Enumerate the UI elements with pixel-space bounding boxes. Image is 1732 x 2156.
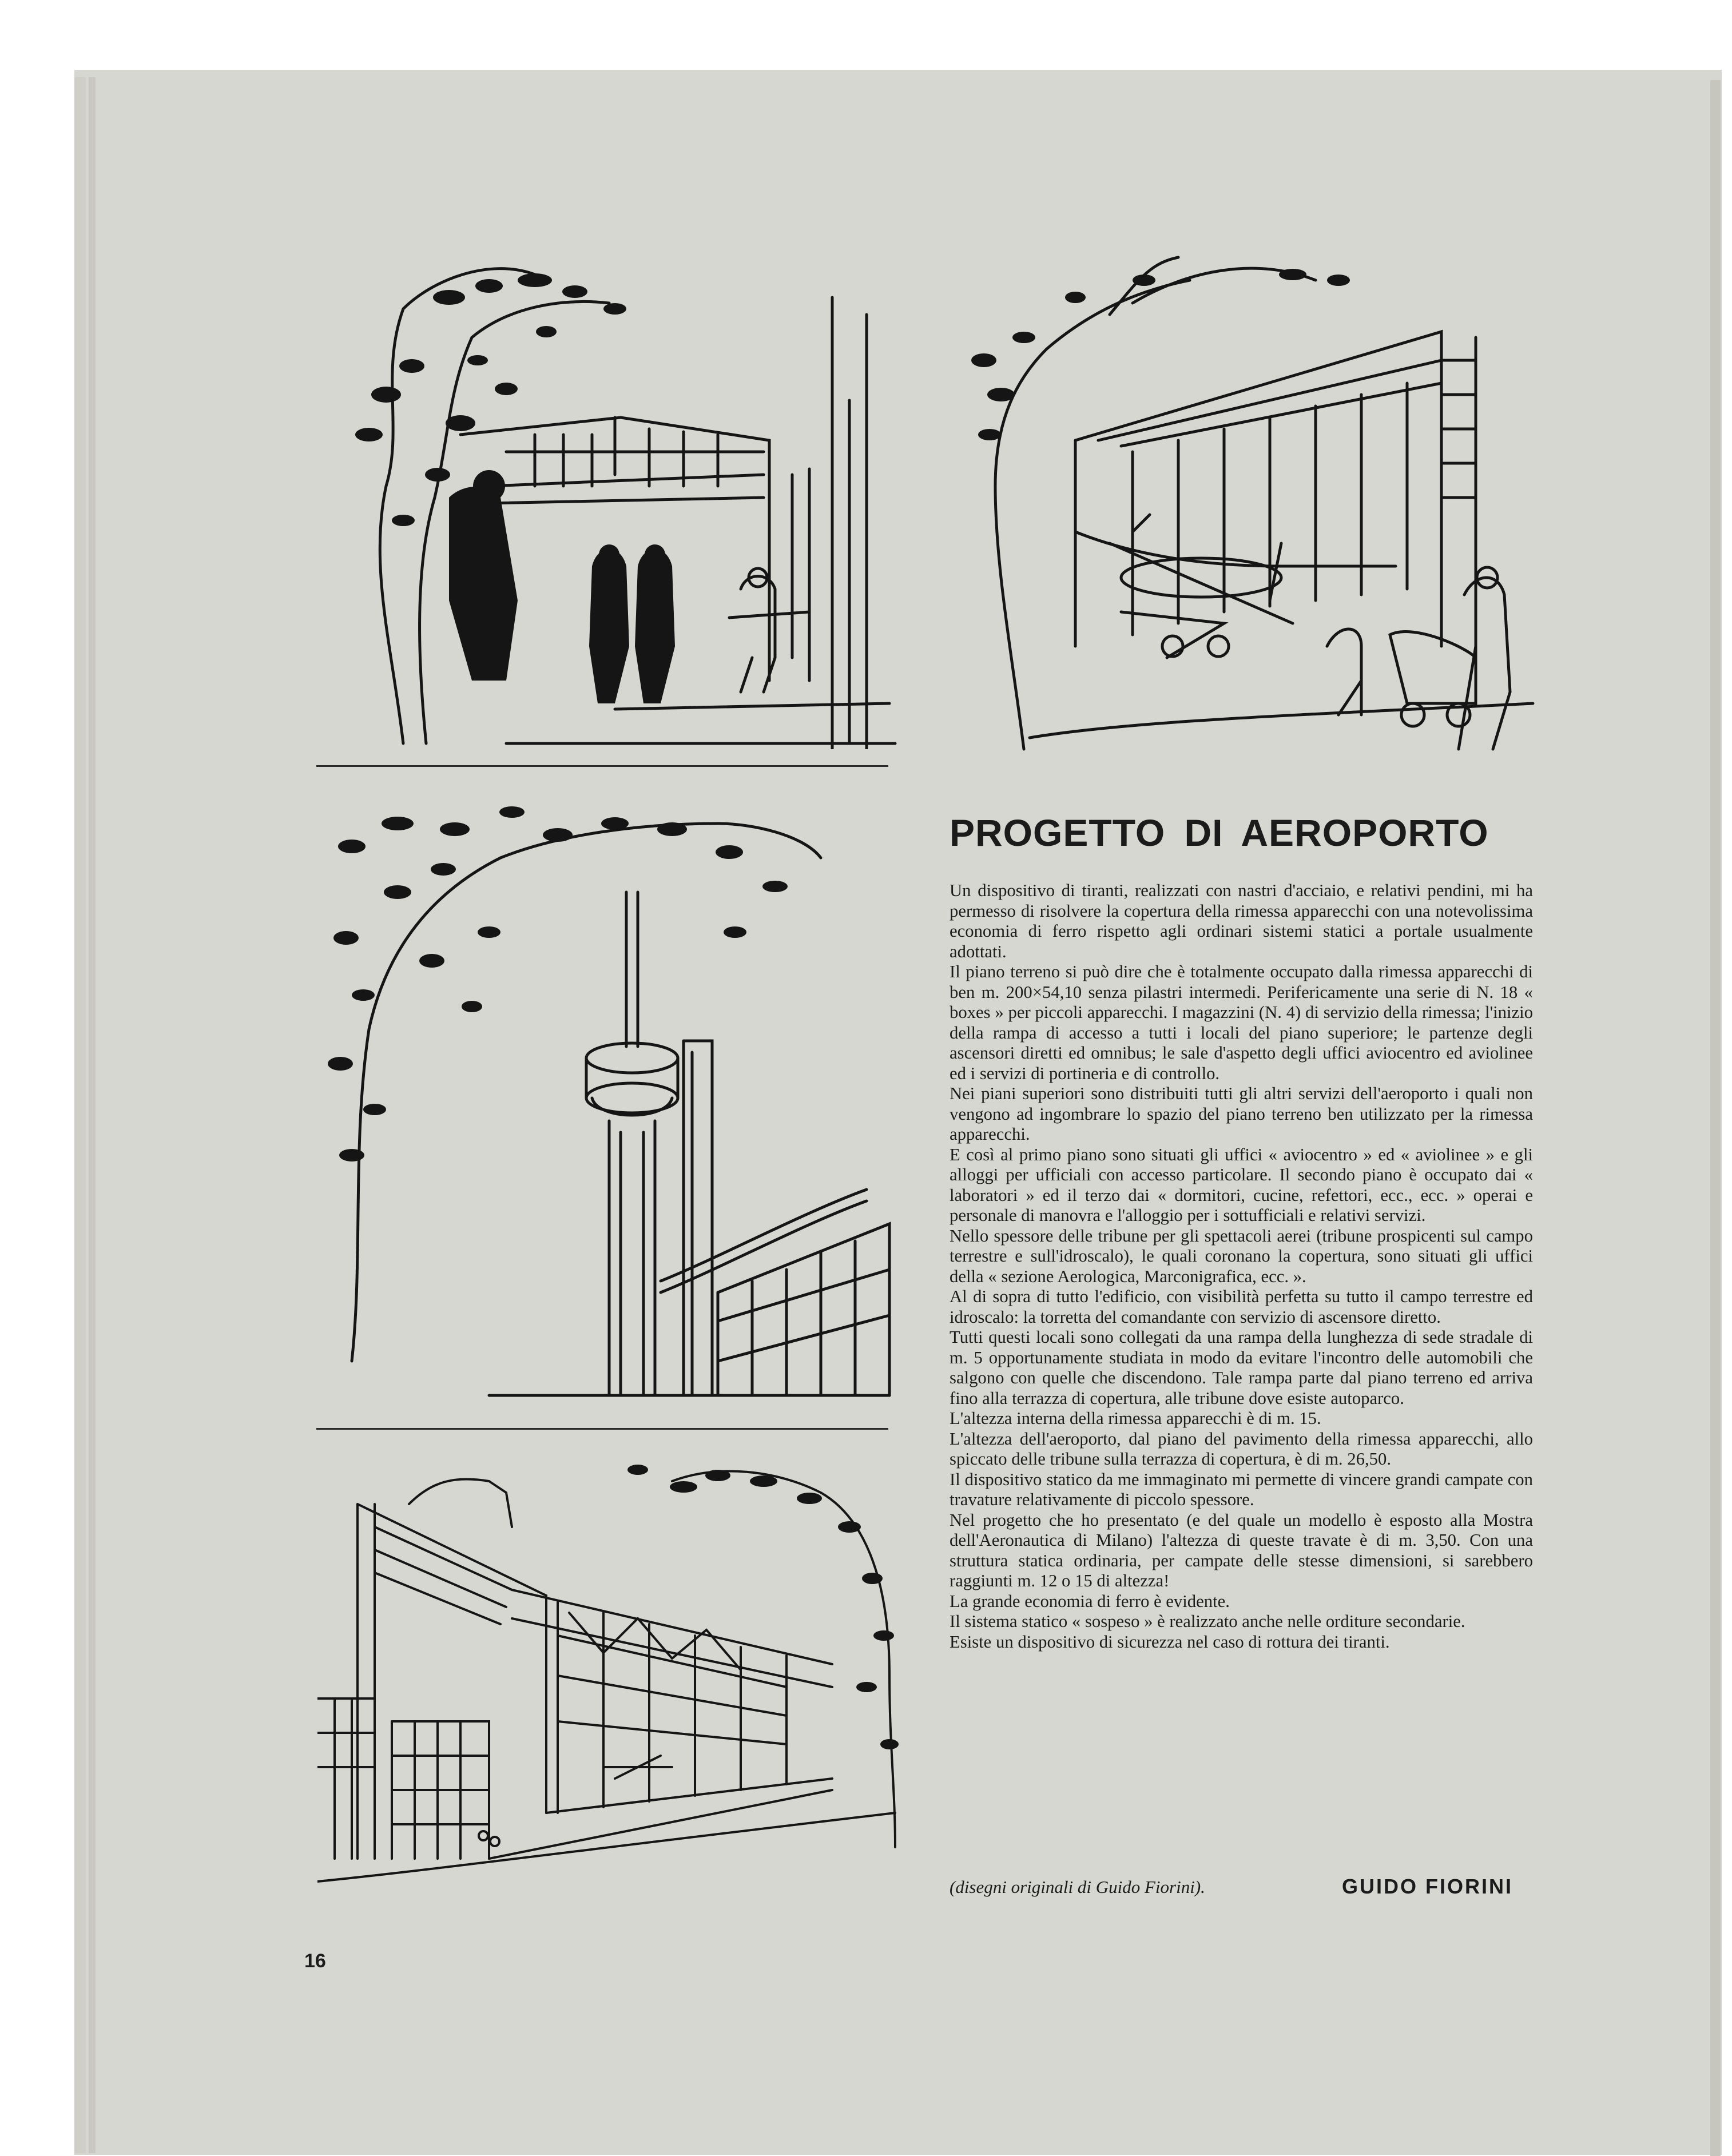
article-paragraph: L'altezza dell'aeroporto, dal piano del pavimento della rimessa apparecchi, allo spiccato delle tribune sulla terrazza di copertura, è di m. 26,50. bbox=[950, 1429, 1533, 1469]
article-paragraph: E così al primo piano sono situati gli uffici « aviocentro » ed « aviolinee » e gli alloggi per ufficiali con accesso particolare. Il secondo piano è occupato dai « laboratori » ed il terzo dai « dormitori, cucine, refettori, ecc., ecc. » operai e personale di manovra e l'alloggio per i sottufficiali e relativi servizi. bbox=[950, 1144, 1533, 1225]
sketch-building-entrance bbox=[317, 246, 901, 749]
article-paragraph: Il dispositivo statico da me immaginato mi permette di vincere grandi campate con travature relativamente di piccolo spessore. bbox=[950, 1469, 1533, 1509]
sketch-hangar-perspective bbox=[317, 1447, 901, 1893]
article-title: PROGETTO DI AEROPORTO bbox=[950, 812, 1489, 854]
article-paragraph: Nello spessore delle tribune per gli spettacoli aerei (tribune prospicenti sul campo terrestre e sull'idroscalo), le quali coronano la copertura, sono situati gli uffici della « sezione Aerologica, Marconigrafica, ecc. ». bbox=[950, 1226, 1533, 1286]
article-paragraph: Un dispositivo di tiranti, realizzati con nastri d'acciaio, e relativi pendini, mi ha permesso di risolvere la copertura della rimessa apparecchi con una notevolissima economia di ferro rispetto agli ordinari sistemi statici a portale usualmente adottati. bbox=[950, 881, 1533, 961]
article-paragraph: Al di sopra di tutto l'edificio, con visibilità perfetta su tutto il campo terrestre ed idroscalo: la torretta del comandante con servizio di ascensore diretto. bbox=[950, 1287, 1533, 1327]
divider-rule-top bbox=[316, 765, 888, 767]
divider-rule-bottom bbox=[316, 1428, 888, 1430]
page-edge-left bbox=[74, 77, 86, 2153]
sketch-hangar-with-airplane bbox=[961, 246, 1544, 772]
article-paragraph: Tutti questi locali sono collegati da una rampa della lunghezza di sede stradale di m. 5 opportunamente studiata in modo da evitare l'incontro delle automobili che salgono con quelle che discendono. Tale rampa parte dal piano terreno ed arriva fino alla terrazza di copertura, alle tribune dove esiste autoparco. bbox=[950, 1327, 1533, 1408]
author-name: GUIDO FIORINI bbox=[1342, 1875, 1513, 1898]
article-paragraph: Esiste un dispositivo di sicurezza nel caso di rottura dei tiranti. bbox=[950, 1632, 1390, 1652]
illustration-credit: (disegni originali di Guido Fiorini). bbox=[950, 1877, 1205, 1897]
sketch-control-tower bbox=[317, 789, 901, 1418]
page-number: 16 bbox=[304, 1950, 326, 1972]
article-paragraph: Nel progetto che ho presentato (e del quale un modello è esposto alla Mostra dell'Aeronautica di Milano) l'altezza di queste travate è di m. 3,50. Con una struttura statica ordinaria, per campate delle stesse dimensioni, si sarebbero raggiunti m. 12 o 15 di altezza! bbox=[950, 1510, 1533, 1590]
article-body bbox=[950, 881, 1533, 1652]
article-paragraph: L'altezza interna della rimessa apparecchi è di m. 15. bbox=[950, 1409, 1321, 1428]
page-edge-right bbox=[1710, 80, 1721, 2156]
article-paragraph: Il sistema statico « sospeso » è realizzato anche nelle orditure secondarie. bbox=[950, 1612, 1465, 1631]
article-paragraph: Nei piani superiori sono distribuiti tutti gli altri servizi dell'aeroporto i quali non vengono ad ingombrare lo spazio del piano terreno ben utilizzato per la rimessa apparecchi. bbox=[950, 1084, 1533, 1144]
page-edge-inner bbox=[89, 77, 96, 2153]
article-paragraph: Il piano terreno si può dire che è totalmente occupato dalla rimessa apparecchi di ben m. 200×54,10 senza pilastri intermedi. Perifericamente una serie di N. 18 « boxes » per piccoli apparecchi. I magazzini (N. 4) di servizio della rimessa; l'inizio della rampa di accesso a tutti i locali del piano superiore; le partenze degli ascensori diretti ed omnibus; le sale d'aspetto degli uffici aviocentro ed aviolinee ed i servizi di portineria e di controllo. bbox=[950, 962, 1533, 1083]
article-paragraph: La grande economia di ferro è evidente. bbox=[950, 1591, 1230, 1611]
